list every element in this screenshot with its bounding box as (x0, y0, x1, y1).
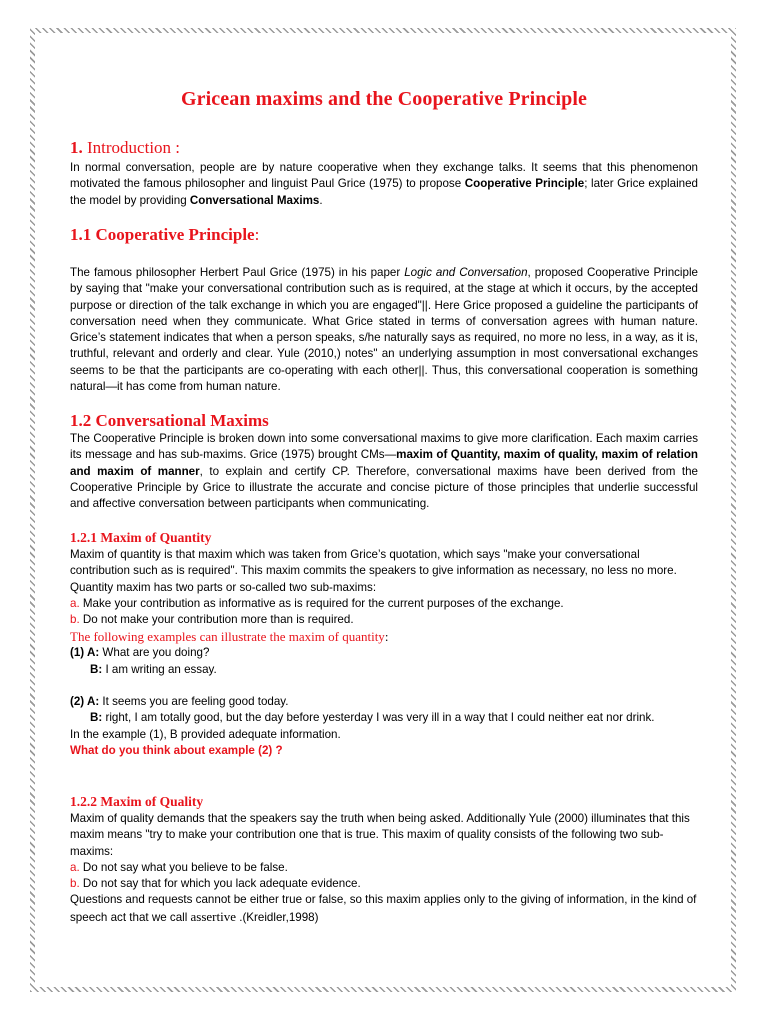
example-1-line-b (70, 662, 698, 678)
list-label: a. (70, 596, 80, 610)
speaker-label: A: (84, 695, 100, 709)
list-label: b. (70, 613, 80, 627)
quantity-sub-maxim-b (70, 612, 698, 628)
section-conversational-maxims-heading (70, 411, 698, 431)
example-2-line-a (70, 694, 698, 710)
example-2-line-b (70, 710, 698, 726)
text-run: : (254, 225, 260, 244)
speaker-label: B: (90, 711, 103, 725)
section-introduction-heading (70, 138, 698, 158)
text-run: Make your contribution as informative as is required for the current purposes of the exchange. (79, 596, 564, 610)
text-run: The following examples can illustrate the maxim of quantity (70, 629, 385, 645)
text-run: . (319, 193, 323, 207)
quantity-section-body (70, 547, 698, 759)
text-run: What are you doing? (99, 646, 210, 660)
section-title: 1.2 Conversational Maxims (70, 411, 269, 430)
quality-sub-maxim-b (70, 876, 698, 892)
text-run: ; later Grice explained the model by providing (70, 177, 698, 207)
quality-paragraph-2 (70, 892, 698, 926)
text-run: Do not make your contribution more than is required. (79, 613, 354, 627)
text-run: Questions and requests cannot be either true or false, so this maxim applies only to the giving of information, in the kind of speech act that we call (70, 893, 697, 924)
text-run: Do not say what you believe to be false. (79, 860, 288, 874)
emphasis-text: Cooperative Principle (464, 177, 585, 191)
spacer (70, 678, 698, 694)
subsection-quality-heading (70, 794, 698, 810)
text-run: The Cooperative Principle is broken down into some conversational maxims to give more clarification. Each maxim carries its message and has sub-maxims. Grice (1975) brought CMs— (70, 432, 698, 462)
quality-sub-maxim-a (70, 860, 698, 876)
text-run: .(Kreidler,1998) (236, 910, 319, 924)
list-label: b. (70, 877, 80, 891)
text-run: Do not say that for which you lack adequate evidence. (79, 877, 361, 891)
quality-paragraph: Maxim of quality demands that the speakers say the truth when being asked. Additionally Yule (2000) illuminates that this maxim means "try to make your contribution one that is true. This maxim of quality consists of the following two sub-maxims: (70, 812, 690, 858)
examples-intro (70, 628, 698, 645)
text-run: , to explain and certify CP. Therefore, conversational maxims have been derived from the Cooperative Principle by Grice to illustrate the accurate and concise picture of those principles that underlie successful and affective conversation between participants when communicating. (70, 464, 698, 511)
page-title: Gricean maxims and the Cooperative Principle (180, 88, 587, 110)
subsection-title: 1.2.2 Maxim of Quality (70, 794, 204, 809)
introduction-paragraph (70, 160, 698, 209)
text-run: assertive (190, 908, 236, 924)
subsection-title: 1.2.1 Maxim of Quantity (70, 530, 212, 545)
quality-section-body (70, 811, 698, 926)
text-run: I am writing an essay. (102, 662, 217, 676)
text-run: , proposed Cooperative Principle by saying that "make your conversational contribution such as is required, at the stage at which it occurs, by the accepted purpose or direction of the talk exchange in which you are engaged"||. Here Grice proposed a guideline the participants of conversation need when they communicate. What Grice stated in terms of conversation agrees with human nature. Grice’s statement indicates that when a person speaks, s/he naturally says as required, no more no less, in a way, as it is, truthful, relevant and orderly and clear. Yule (2010,) notes" an underlying assumption in most conversational exchanges seems to be that the participants are co-operating with each other||. Thus, this conversational cooperation is something natural—it has come from human nature. (70, 266, 698, 394)
example-number: (2) (70, 695, 85, 709)
speaker-label: B: (90, 662, 103, 676)
text-run: : (384, 629, 389, 645)
section-title: Introduction : (87, 138, 181, 157)
emphasis-text: maxim of Quantity, maxim of quality, maxim of relation and maxim of manner (70, 448, 699, 478)
section-cooperative-principle-heading (70, 225, 698, 245)
section-number: 1. (70, 138, 83, 157)
italic-title: Logic and Conversation (404, 266, 528, 279)
speaker-label: A: (84, 646, 100, 660)
list-label: a. (70, 860, 80, 874)
section-title: 1.1 Cooperative Principle (70, 225, 255, 244)
cooperative-principle-paragraph (70, 265, 698, 395)
example-number: (1) (70, 646, 85, 660)
example-1-line-a (70, 645, 698, 661)
quantity-sub-maxim-a (70, 596, 698, 612)
text-run: It seems you are feeling good today. (99, 695, 289, 709)
text-run: right, I am totally good, but the day before yesterday I was very ill in a way that I could neither eat nor drink. (102, 711, 655, 725)
text-run: In normal conversation, people are by nature cooperative when they exchange talks. It seems that this phenomenon motivated the famous philosopher and linguist Paul Grice (1975) to propose (70, 161, 698, 191)
conversational-maxims-paragraph (70, 431, 698, 512)
discussion-question: What do you think about example (2) ? (70, 743, 283, 757)
quantity-paragraph: Maxim of quantity is that maxim which was taken from Grice’s quotation, which says "make your conversational contribution such as is required". This maxim commits the speakers to give information as necessary, no less no more. Quantity maxim has two parts or so-called two sub-maxims: (70, 548, 677, 594)
emphasis-text: Conversational Maxims (189, 193, 320, 207)
subsection-quantity-heading (70, 530, 698, 546)
example-conclusion: In the example (1), B provided adequate information. (70, 727, 341, 741)
text-run: The famous philosopher Herbert Paul Grice (1975) in his paper (70, 266, 405, 279)
